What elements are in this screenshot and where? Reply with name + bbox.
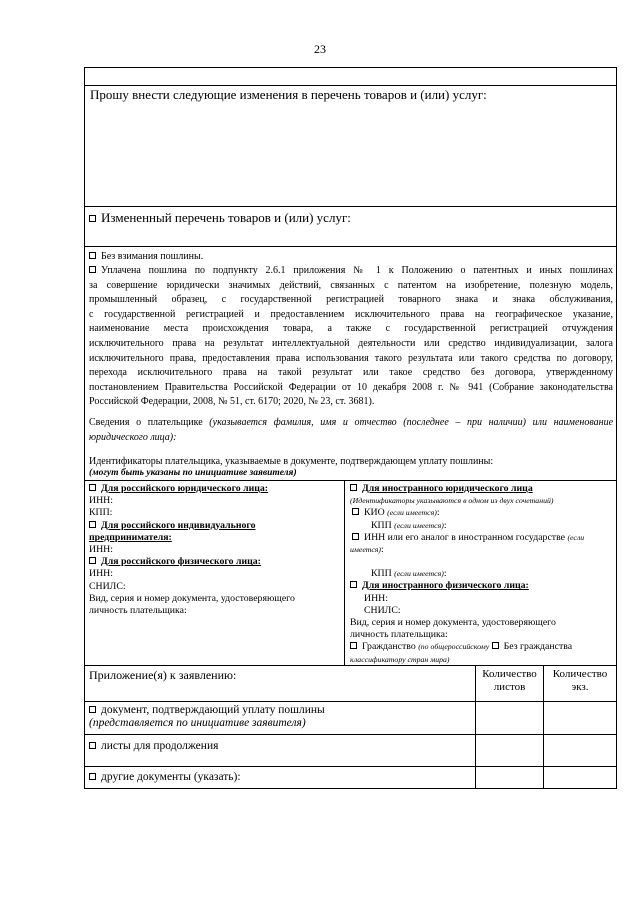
no-fee-row[interactable] xyxy=(89,250,203,265)
kpp2-label: КПП xyxy=(371,568,392,580)
ru-legal-kpp: КПП: xyxy=(89,507,113,519)
attachment-row[interactable] xyxy=(89,771,241,784)
foreign-legal-row[interactable] xyxy=(350,483,614,495)
right-identifiers: Для иностранного юридического лица (Идентификаторы указываются в одном из двух сочетаний) КИО (если имеется): КПП (если имеется): ИНН или его аналог в иностранном государстве (если имеется): КПП (если имеется): Для иностранного физического лица: ИНН: СНИЛС: Вид, серия и номер документа, удостоверяющего личность плательщика: Гражданство (по общероссийскому Без гражданства классификатору стран мира) xyxy=(350,483,614,666)
foreign-person-row[interactable] xyxy=(350,580,614,592)
changed-list-label: Измененный перечень товаров и (или) услуг: xyxy=(101,210,351,225)
attachment-label: листы для продолжения xyxy=(101,740,219,752)
fee-paid-line: исключительного права, предоставления права использования такого результата или такого средства по договору, xyxy=(89,352,613,364)
ru-person-doc-2: личность плательщика: xyxy=(89,605,187,617)
ru-legal-row[interactable] xyxy=(89,483,341,495)
kio-checkbox[interactable] xyxy=(352,508,359,515)
attachment-label: документ, подтверждающий уплату пошлины xyxy=(101,704,325,716)
ru-legal-inn: ИНН: xyxy=(89,495,113,507)
kio-label: КИО xyxy=(364,507,385,519)
foreign-legal-checkbox[interactable] xyxy=(350,484,357,491)
col-copies-line2: экз. xyxy=(571,681,589,693)
foreign-legal-label: Для иностранного юридического лица xyxy=(362,483,533,494)
ru-person-label: Для российского физического лица: xyxy=(101,556,261,568)
foreign-person-inn: ИНН: xyxy=(364,592,388,604)
citizenship-checkbox[interactable] xyxy=(350,642,357,649)
kio-note: (если имеется) xyxy=(387,508,437,518)
citizenship-note: (по общероссийскому xyxy=(418,642,490,652)
fee-paid-line: Уплачена пошлина по подпункту 2.6.1 приложения № 1 к Положению о патентных и иных пошлинах xyxy=(101,265,613,276)
payer-info xyxy=(89,416,613,445)
attachment-checkbox[interactable] xyxy=(89,773,96,780)
payer-info-note: (указывается фамилия, имя и отчество (последнее – при наличии) или наименование xyxy=(209,417,614,428)
col-sheets-line2: листов xyxy=(493,681,526,693)
attachment-checkbox[interactable] xyxy=(89,706,96,713)
ru-legal-label: Для российского юридического лица: xyxy=(101,483,269,494)
fee-paid-line: с государственной регистрацией и предоставлением исключительного права на географическое указание, xyxy=(89,308,613,320)
page-number: 23 xyxy=(314,42,326,56)
ru-legal-checkbox[interactable] xyxy=(89,484,96,491)
identifiers-text: Идентификаторы плательщика, указываемые в документе, подтверждающем уплату пошлины: xyxy=(89,456,494,467)
attachment-row[interactable] xyxy=(89,740,218,753)
kpp-note: (если имеется) xyxy=(394,520,444,530)
kio-row[interactable]: КИО (если имеется): xyxy=(350,507,614,519)
foreign-person-doc: Вид, серия и номер документа, удостоверяющего xyxy=(350,617,556,629)
attachment-note: (представляется по инициативе заявителя) xyxy=(89,717,306,729)
fee-paid-line: постановлением Правительства Российской Федерации от 10 декабря 2008 г. № 941 (Собрание законодательства xyxy=(89,381,613,393)
fee-paid-line: исключительного права на результат интеллектуальной деятельности или средство индивидуализации, залога xyxy=(89,337,613,349)
inn-foreign-note: (если xyxy=(567,532,585,542)
fee-paid-line: промышленный образец, с государственной регистрацией товарного знака и знака обслуживания, xyxy=(89,294,613,306)
fee-paid-paragraph xyxy=(89,264,613,410)
inn-foreign-note-2: имеется) xyxy=(350,545,382,555)
identifiers-note: (могут быть указаны по инициативе заявителя) xyxy=(89,468,297,478)
inn-foreign-label: ИНН или его аналог в иностранном государстве xyxy=(364,531,565,543)
fee-paid-checkbox[interactable] xyxy=(89,266,96,273)
inn-foreign-checkbox[interactable] xyxy=(352,533,359,540)
no-fee-checkbox[interactable] xyxy=(89,252,96,259)
attachment-row[interactable] xyxy=(89,704,325,730)
payer-info-note-2: юридического лица): xyxy=(89,431,177,443)
no-citizenship-checkbox[interactable] xyxy=(492,642,499,649)
fee-paid-line: Российской Федерации, 2008, № 51, ст. 6170; 2020, № 23, ст. 3681). xyxy=(89,396,375,408)
attachment-checkbox[interactable] xyxy=(89,742,96,749)
attachments-header: Приложение(я) к заявлению: xyxy=(89,668,237,682)
foreign-person-snils: СНИЛС: xyxy=(364,604,401,616)
kpp2-note: (если имеется) xyxy=(394,569,444,579)
foreign-legal-note: (Идентификаторы указываются в одном из двух сочетаний) xyxy=(350,496,554,506)
kpp-label: КПП xyxy=(371,519,392,531)
payer-info-label: Сведения о плательщике xyxy=(89,417,203,428)
citizenship-label: Гражданство xyxy=(362,641,416,653)
ru-ie-label-2: предпринимателя: xyxy=(89,531,172,543)
changed-list-checkbox[interactable] xyxy=(89,215,96,222)
classifier-note: классификатору стран мира) xyxy=(350,654,450,664)
ru-person-doc: Вид, серия и номер документа, удостоверяющего xyxy=(89,592,295,604)
request-heading: Прошу внести следующие изменения в перечень товаров и (или) услуг: xyxy=(90,87,487,102)
no-citizenship-label: Без гражданства xyxy=(503,641,573,653)
foreign-person-doc-2: личность плательщика: xyxy=(350,629,448,641)
foreign-person-checkbox[interactable] xyxy=(350,581,357,588)
ru-ie-label: Для российского индивидуального xyxy=(101,519,256,531)
fee-paid-line: наименование места происхождения товара, а также с государственной регистрацией отчуждения xyxy=(89,323,613,335)
ru-person-inn: ИНН: xyxy=(89,568,113,580)
fee-paid-line: за совершение юридически значимых действий, связанных с патентом на изобретение, полезную модель, xyxy=(89,279,613,291)
col-sheets-line1: Количество xyxy=(482,668,537,680)
col-copies-header xyxy=(544,668,616,694)
ru-ie-checkbox[interactable] xyxy=(89,521,96,528)
left-identifiers xyxy=(89,483,341,617)
inn-foreign-row[interactable] xyxy=(350,532,614,544)
ru-person-checkbox[interactable] xyxy=(89,557,96,564)
changed-list-row[interactable] xyxy=(89,210,351,226)
ru-person-row[interactable] xyxy=(89,556,341,568)
ru-ie-row[interactable] xyxy=(89,520,341,532)
col-copies-line1: Количество xyxy=(552,668,608,680)
no-fee-label: Без взимания пошлины. xyxy=(101,251,204,262)
attachment-label: другие документы (указать): xyxy=(101,771,241,783)
col-sheets-header xyxy=(476,668,543,694)
ru-ie-inn: ИНН: xyxy=(89,544,113,556)
foreign-person-label: Для иностранного физического лица: xyxy=(362,580,529,592)
fee-paid-line: перехода исключительного права на такой результат или такое средство без договора, утвержденному xyxy=(89,367,613,379)
ru-person-snils: СНИЛС: xyxy=(89,580,126,592)
